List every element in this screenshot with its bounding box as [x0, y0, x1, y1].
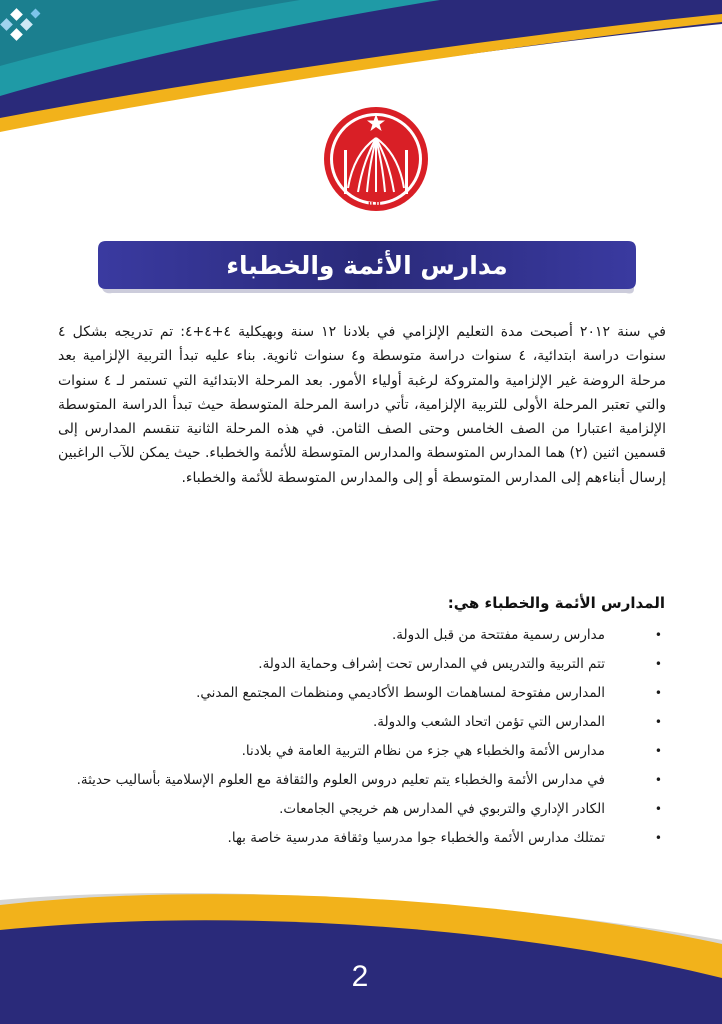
page-title: مدارس الأئمة والخطباء	[226, 250, 508, 280]
ihl-emblem-icon	[322, 104, 430, 218]
bullet-icon: •	[654, 831, 662, 845]
list-item: • تتم التربية والتدريس في المدارس تحت إشراف وحماية الدولة.	[60, 650, 665, 679]
list-item: • المدارس مفتوحة لمساهمات الوسط الأكاديمي ومنظمات المجتمع المدني.	[60, 679, 665, 708]
list-item: • في مدارس الأئمة والخطباء يتم تعليم دروس العلوم والثقافة مع العلوم الإسلامية بأساليب حديثة.	[60, 766, 665, 795]
list-heading: المدارس الأئمة والخطباء هي:	[447, 594, 665, 612]
bullet-icon: •	[654, 686, 662, 700]
logo-text: İHL	[367, 201, 385, 212]
list-item: • مدارس الأئمة والخطباء هي جزء من نظام التربية العامة في بلادنا.	[60, 737, 665, 766]
list-item: • تمتلك مدارس الأئمة والخطباء جوا مدرسيا وثقافة مدرسية خاصة بها.	[60, 824, 665, 853]
bullet-icon: •	[654, 657, 662, 671]
page-number: 2	[351, 960, 369, 993]
bullet-icon: •	[654, 802, 662, 816]
bullet-icon: •	[654, 628, 662, 642]
footer-swoosh	[0, 893, 722, 1024]
intro-paragraph: في سنة ٢٠١٢ أصبحت مدة التعليم الإلزامي في بلادنا ١٢ سنة وبهيكلية ٤+٤+٤: تم تدريجه بشكل ٤ سنوات دراسة ابتدائية، ٤ سنوات دراسة متوسطة و٤ سنوات ثانوية. بناء عليه تبدأ التربية الإلزامية بعد مرحلة الروضة غير الإلزامية والمتروكة لرغبة أولياء الأمور. بعد المرحلة الابتدائية التي تستمر لـ ٤ سنوات والتي تعتبر المرحلة الأولى للتربية الإلزامية، تأتي دراسة المرحلة المتوسطة حيث تبدأ الدراسة المتوسطة الإلزامية اعتبارا من الصف الخامس وحتى الصف الثامن. في هذه المرحلة الثانية تنقسم المدارس إلى قسمين اثنين (٢) هما المدارس المتوسطة والمدارس المتوسطة للأئمة والخطباء. حيث يمكن للآب الراغبين إرسال أبناءهم إلى المدارس المتوسطة أو إلى والمدارس المتوسطة للأئمة والخطباء.	[58, 324, 666, 486]
bullet-icon: •	[654, 715, 662, 729]
list-item: • مدارس رسمية مفتتحة من قبل الدولة.	[60, 621, 665, 650]
bullet-icon: •	[654, 773, 662, 787]
list-item: • الكادر الإداري والتربوي في المدارس هم خريجي الجامعات.	[60, 795, 665, 824]
list-item: • المدارس التي تؤمن اتحاد الشعب والدولة.	[60, 708, 665, 737]
bullet-icon: •	[654, 744, 662, 758]
features-list	[60, 621, 665, 853]
